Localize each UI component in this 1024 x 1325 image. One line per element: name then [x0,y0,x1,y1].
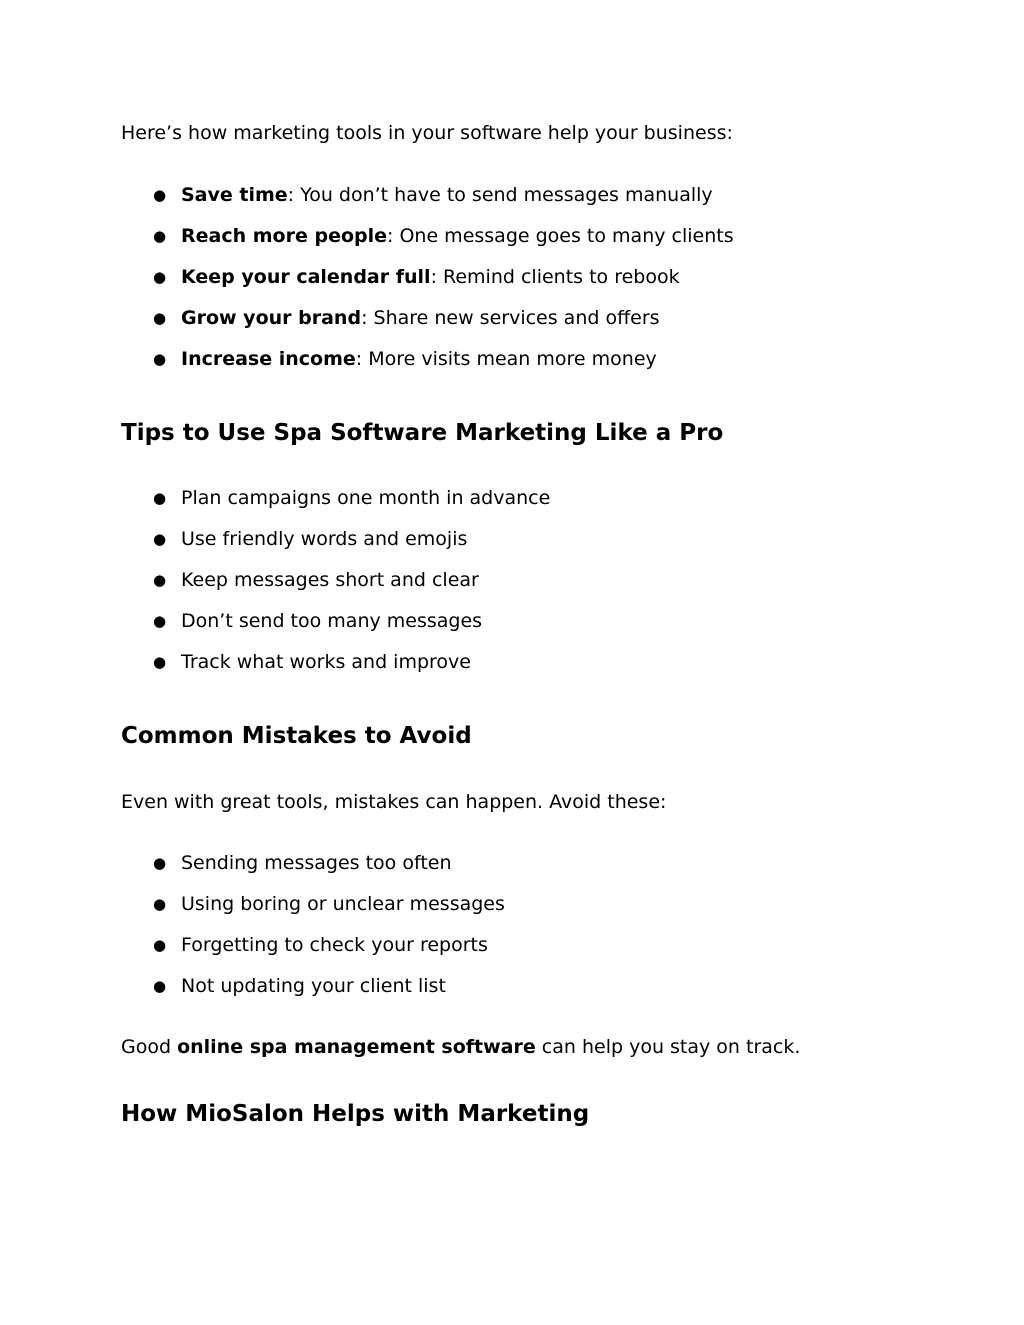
bullet-icon: ● [153,854,167,872]
bullet-icon: ● [153,936,167,954]
mistakes-heading: Common Mistakes to Avoid [121,723,472,749]
benefit-text: : You don’t have to send messages manually [287,184,713,206]
benefit-text: : Remind clients to rebook [430,266,680,288]
intro-paragraph: Here’s how marketing tools in your software help your business: [121,122,733,144]
bullet-icon: ● [153,489,167,507]
tip-text: Keep messages short and clear [181,569,479,591]
mistake-text: Not updating your client list [181,975,446,997]
benefit-title: Reach more people [181,225,388,247]
bullet-icon: ● [153,268,167,286]
closing-text-after: can help you stay on track. [535,1036,801,1058]
benefit-title: Grow your brand [181,307,362,329]
mistakes-intro: Even with great tools, mistakes can happen. Avoid these: [121,791,667,813]
tips-heading: Tips to Use Spa Software Marketing Like a Pro [121,420,724,446]
closing-text-before: Good [121,1036,178,1058]
tip-text: Track what works and improve [181,651,471,673]
benefit-title: Save time [181,184,288,206]
closing-text-bold: online spa management software [177,1036,536,1058]
benefit-title: Increase income [181,348,356,370]
benefit-text: : Share new services and offers [361,307,660,329]
benefit-title: Keep your calendar full [181,266,431,288]
bullet-icon: ● [153,895,167,913]
benefit-text: : One message goes to many clients [387,225,734,247]
miosalon-heading: How MioSalon Helps with Marketing [121,1101,590,1127]
tip-text: Use friendly words and emojis [181,528,468,550]
bullet-icon: ● [153,530,167,548]
bullet-icon: ● [153,653,167,671]
bullet-icon: ● [153,612,167,630]
bullet-icon: ● [153,309,167,327]
bullet-icon: ● [153,350,167,368]
mistake-text: Sending messages too often [181,852,452,874]
bullet-icon: ● [153,977,167,995]
bullet-icon: ● [153,571,167,589]
mistake-text: Forgetting to check your reports [181,934,488,956]
tip-text: Plan campaigns one month in advance [181,487,551,509]
bullet-icon: ● [153,227,167,245]
tip-text: Don’t send too many messages [181,610,483,632]
benefit-text: : More visits mean more money [355,348,657,370]
closing-paragraph [121,1035,800,1059]
bullet-icon: ● [153,186,167,204]
mistake-text: Using boring or unclear messages [181,893,505,915]
